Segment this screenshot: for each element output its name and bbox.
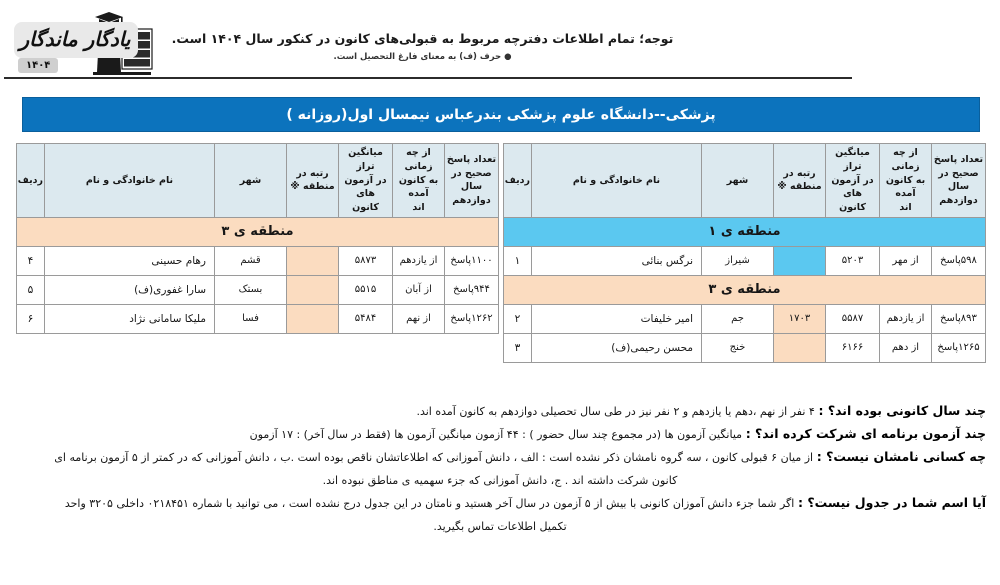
cell-taraz: ۵۴۸۴ (339, 304, 393, 333)
column-header-rank (287, 144, 339, 218)
taraz-header-line2: در آزمون های (344, 174, 387, 200)
brand-text: یادگار ماندگار (19, 27, 131, 51)
cell-radif: ۱ (504, 246, 532, 275)
taraz-header-line3: کانون (352, 202, 379, 214)
since-header-line2: به کانون آمده (885, 174, 926, 200)
region-label: منطقه ی ۳ (504, 275, 986, 304)
region-label: منطقه ی ۳ (17, 217, 499, 246)
note-answer-3-line2: کانون شرکت داشته اند . ج، دانش آموزانی که جزء سهمیه ی مناطق نبوده اند. (322, 474, 678, 487)
column-header-city: شهر (215, 144, 287, 218)
cell-name: امیر خلیفات (532, 304, 702, 333)
table-row (504, 246, 986, 275)
results-table-left (16, 143, 499, 334)
cell-since: از آبان (393, 275, 445, 304)
table-body-right (504, 217, 986, 362)
answers-header-line3: دوازدهم (452, 195, 491, 207)
cell-answers: ۵۹۸پاسخ (932, 246, 986, 275)
cell-name: رهام حسینی (45, 246, 215, 275)
taraz-header-line1: میانگین تراز (348, 147, 383, 172)
cell-name: نرگس بنائی (532, 246, 702, 275)
rank-header-line2: منطقه ※ (777, 181, 822, 193)
cell-city: شیراز (702, 246, 774, 275)
table-row (17, 246, 499, 275)
column-header-city: شهر (702, 144, 774, 218)
note-question-1: چند سال کانونی بوده اند؟ : (818, 403, 986, 418)
note-line-1 (14, 400, 986, 423)
cell-radif: ۴ (17, 246, 45, 275)
note-line-5 (14, 492, 986, 515)
yadegar-mandegar-logo (12, 20, 140, 78)
table-row (17, 275, 499, 304)
cell-answers: ۱۲۶۲پاسخ (445, 304, 499, 333)
since-header-line3: اند (899, 202, 912, 214)
column-header-name: نام خانوادگی و نام (532, 144, 702, 218)
cell-rank (774, 333, 826, 362)
region-label: منطقه ی ۱ (504, 217, 986, 246)
column-header-answers (932, 144, 986, 218)
since-header-line3: اند (412, 202, 425, 214)
column-header-radif: ردیف (17, 144, 45, 218)
column-header-rank (774, 144, 826, 218)
table-row (504, 333, 986, 362)
region-band-row (504, 217, 986, 246)
cell-since: از مهر (880, 246, 932, 275)
cell-name: ملیکا سامانی نژاد (45, 304, 215, 333)
notice-main-text: توجه؛ تمام اطلاعات دفترچه مربوط به قبولی‌های کانون در کنکور سال ۱۴۰۴ است. (171, 31, 674, 46)
cell-taraz: ۵۵۱۵ (339, 275, 393, 304)
cell-name: سارا غفوری(ف) (45, 275, 215, 304)
cell-radif: ۵ (17, 275, 45, 304)
note-line-6 (14, 515, 986, 538)
results-table-right (503, 143, 986, 363)
cell-rank (287, 304, 339, 333)
rank-header-line1: رتبه در (783, 167, 816, 179)
cell-since: از یازدهم (880, 304, 932, 333)
cell-rank (774, 246, 826, 275)
major-title-text: پزشکی--دانشگاه علوم پزشکی بندرعباس نیمسال اول(روزانه ) (286, 106, 716, 123)
cell-taraz: ۵۵۸۷ (826, 304, 880, 333)
cell-rank (287, 275, 339, 304)
answers-header-line3: دوازدهم (939, 195, 978, 207)
table-row (504, 304, 986, 333)
cell-rank (287, 246, 339, 275)
since-header-line1: از چه زمانی (404, 147, 433, 172)
column-header-name: نام خانوادگی و نام (45, 144, 215, 218)
region-band-row (504, 275, 986, 304)
footer-notes (0, 400, 1000, 538)
taraz-header-line2: در آزمون های (831, 174, 874, 200)
brand-year-badge: ۱۴۰۴ (18, 58, 58, 73)
major-title-bar (22, 97, 980, 132)
since-header-line2: به کانون آمده (398, 174, 439, 200)
taraz-header-line1: میانگین تراز (835, 147, 870, 172)
cell-answers: ۸۹۳پاسخ (932, 304, 986, 333)
cell-rank: ۱۷۰۳ (774, 304, 826, 333)
answers-header-line2: صحیح در سال (451, 167, 492, 193)
cell-radif: ۲ (504, 304, 532, 333)
since-header-line1: از چه زمانی (891, 147, 920, 172)
cell-radif: ۳ (504, 333, 532, 362)
cell-city: جم (702, 304, 774, 333)
table-row (17, 304, 499, 333)
table-header-row (17, 144, 499, 218)
cell-since: از یازدهم (393, 246, 445, 275)
note-answer-1: ۴ نفر از نهم ،دهم یا یازدهم و ۲ نفر نیز در طی سال تحصیلی دوازدهم به کانون آمده اند. (416, 405, 815, 418)
note-answer-2: میانگین آزمون ها (در مجموع چند سال حضور ) : ۴۴ آزمون میانگین آزمون ها (فقط در سال آخر) : ۱۷ آزمون (249, 428, 743, 441)
column-header-since (880, 144, 932, 218)
cell-city: بستک (215, 275, 287, 304)
cell-answers: ۹۴۴پاسخ (445, 275, 499, 304)
rank-header-line2: منطقه ※ (290, 181, 335, 193)
cell-city: قشم (215, 246, 287, 275)
column-header-taraz (826, 144, 880, 218)
region-band-row (17, 217, 499, 246)
table-body-left (17, 217, 499, 333)
note-answer-3-line1: از میان ۶ قبولی کانون ، سه گروه نامشان ذکر نشده است : الف ، دانش آموزانی که اطلاعاتشان ناقص بوده است .ب ، دانش آموزانی که در کمتر از ۵ آزمون برنامه ای (54, 451, 814, 464)
column-header-answers (445, 144, 499, 218)
notice-sub-text: ● حرف (ف) به معنای فارغ التحصیل است. (333, 51, 512, 62)
cell-taraz: ۶۱۶۶ (826, 333, 880, 362)
cell-taraz: ۵۸۷۳ (339, 246, 393, 275)
answers-header-line2: صحیح در سال (938, 167, 979, 193)
cell-radif: ۶ (17, 304, 45, 333)
note-question-3: چه کسانی نامشان نیست؟ : (816, 449, 986, 464)
rank-header-line1: رتبه در (296, 167, 329, 179)
cell-answers: ۱۲۶۵پاسخ (932, 333, 986, 362)
cell-answers: ۱۱۰۰پاسخ (445, 246, 499, 275)
note-line-3 (14, 446, 986, 469)
note-answer-4-line1: اگر شما جزء دانش آموزان کانونی با بیش از ۵ آزمون در سال آخر هستید و نامتان در این جدول درج نشده است ، می توانید با شماره ۰۲۱۸۴۵۱ داخلی ۳۲۰۵ واحد (64, 497, 795, 510)
note-line-2 (14, 423, 986, 446)
cell-city: فسا (215, 304, 287, 333)
note-question-2: چند آزمون برنامه ای شرکت کرده اند؟ : (745, 426, 986, 441)
note-question-4: آیا اسم شما در جدول نیست؟ : (798, 495, 986, 510)
column-header-radif: ردیف (504, 144, 532, 218)
answers-header-line1: تعداد پاسخ (446, 153, 497, 165)
taraz-header-line3: کانون (839, 202, 866, 214)
column-header-since (393, 144, 445, 218)
page-header (0, 0, 1000, 92)
column-header-taraz (339, 144, 393, 218)
cell-city: خنج (702, 333, 774, 362)
cell-name: محسن رحیمی(ف) (532, 333, 702, 362)
answers-header-line1: تعداد پاسخ (933, 153, 984, 165)
note-line-4 (14, 469, 986, 492)
table-header-row (504, 144, 986, 218)
cell-since: از نهم (393, 304, 445, 333)
note-answer-4-line2: تکمیل اطلاعات تماس بگیرید. (433, 520, 567, 533)
cell-since: از دهم (880, 333, 932, 362)
cell-taraz: ۵۲۰۳ (826, 246, 880, 275)
